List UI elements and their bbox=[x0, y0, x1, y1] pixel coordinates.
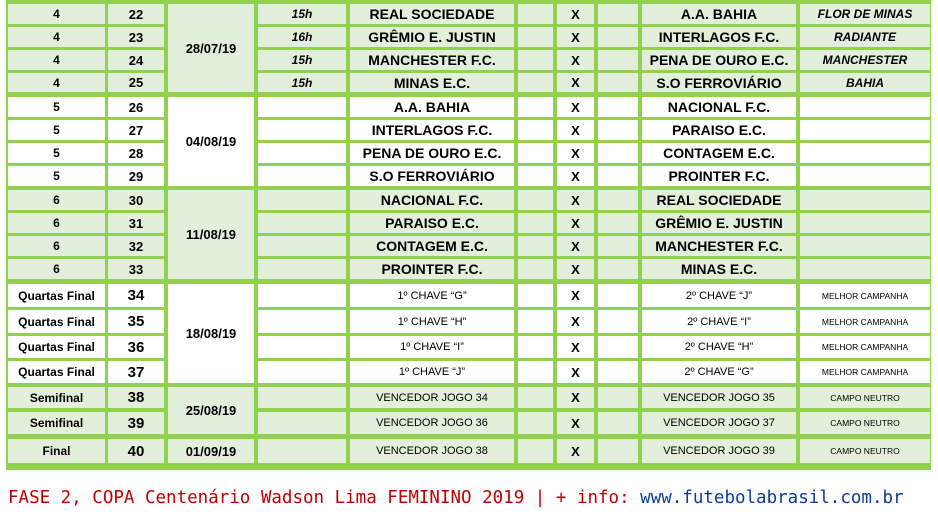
home-team: 1º CHAVE “J” bbox=[350, 361, 514, 383]
game-number: 35 bbox=[108, 310, 164, 333]
away-team: CONTAGEM E.C. bbox=[642, 143, 796, 163]
score-spacer bbox=[598, 310, 638, 333]
round-cell: Semifinal bbox=[8, 412, 105, 434]
score-spacer bbox=[598, 73, 638, 92]
home-team: 1º CHAVE “G” bbox=[350, 284, 514, 307]
venue-note: MELHOR CAMPANHA bbox=[800, 361, 930, 383]
home-team: NACIONAL F.C. bbox=[350, 190, 514, 210]
home-team: VENCEDOR JOGO 36 bbox=[350, 412, 514, 434]
venue-note bbox=[800, 236, 930, 256]
venue-note bbox=[800, 97, 930, 117]
match-date: 01/09/19 bbox=[168, 439, 254, 463]
away-team: 2º CHAVE “J” bbox=[642, 284, 796, 307]
kickoff-time bbox=[258, 412, 346, 434]
score-spacer bbox=[598, 27, 638, 47]
venue-note: CAMPO NEUTRO bbox=[800, 412, 930, 434]
venue-note bbox=[800, 143, 930, 163]
round-cell: 4 bbox=[8, 50, 105, 70]
venue-note: MELHOR CAMPANHA bbox=[800, 284, 930, 307]
game-number: 31 bbox=[108, 213, 164, 233]
versus-marker: X bbox=[557, 120, 594, 140]
versus-marker: X bbox=[557, 439, 594, 463]
kickoff-time bbox=[258, 213, 346, 233]
home-team: A.A. BAHIA bbox=[350, 97, 514, 117]
venue-note: MELHOR CAMPANHA bbox=[800, 336, 930, 358]
kickoff-time: 15h bbox=[258, 4, 346, 24]
away-team: 2º CHAVE “G” bbox=[642, 361, 796, 383]
score-spacer bbox=[598, 336, 638, 358]
away-team: GRÊMIO E. JUSTIN bbox=[642, 213, 796, 233]
game-number: 37 bbox=[108, 361, 164, 383]
versus-marker: X bbox=[557, 236, 594, 256]
game-number: 22 bbox=[108, 4, 164, 24]
score-spacer bbox=[518, 190, 553, 210]
score-spacer bbox=[598, 166, 638, 186]
away-team: VENCEDOR JOGO 39 bbox=[642, 439, 796, 463]
game-number: 33 bbox=[108, 259, 164, 279]
away-team: REAL SOCIEDADE bbox=[642, 190, 796, 210]
round-cell: Semifinal bbox=[8, 387, 105, 408]
versus-marker: X bbox=[557, 50, 594, 70]
home-team: GRÊMIO E. JUSTIN bbox=[350, 27, 514, 47]
kickoff-time bbox=[258, 336, 346, 358]
away-team: PARAISO E.C. bbox=[642, 120, 796, 140]
round-cell: 5 bbox=[8, 166, 105, 186]
score-spacer bbox=[598, 439, 638, 463]
kickoff-time: 16h bbox=[258, 27, 346, 47]
kickoff-time: 15h bbox=[258, 73, 346, 92]
score-spacer bbox=[518, 27, 553, 47]
home-team: MANCHESTER F.C. bbox=[350, 50, 514, 70]
away-team: 2º CHAVE “I” bbox=[642, 310, 796, 333]
kickoff-time: 15h bbox=[258, 50, 346, 70]
round-cell: 6 bbox=[8, 236, 105, 256]
game-number: 25 bbox=[108, 73, 164, 92]
schedule-table bbox=[6, 0, 931, 470]
score-spacer bbox=[518, 73, 553, 92]
versus-marker: X bbox=[557, 213, 594, 233]
footer-text: FASE 2, COPA Centenário Wadson Lima FEMININO 2019 | + info: bbox=[8, 488, 641, 508]
match-date: 11/08/19 bbox=[168, 190, 254, 279]
score-spacer bbox=[518, 120, 553, 140]
versus-marker: X bbox=[557, 4, 594, 24]
game-number: 34 bbox=[108, 284, 164, 307]
round-cell: 5 bbox=[8, 97, 105, 117]
kickoff-time bbox=[258, 310, 346, 333]
versus-marker: X bbox=[557, 97, 594, 117]
score-spacer bbox=[518, 213, 553, 233]
venue-note: BAHIA bbox=[800, 73, 930, 92]
round-cell: 6 bbox=[8, 213, 105, 233]
kickoff-time bbox=[258, 97, 346, 117]
home-team: VENCEDOR JOGO 34 bbox=[350, 387, 514, 408]
venue-note bbox=[800, 120, 930, 140]
score-spacer bbox=[518, 336, 553, 358]
game-number: 39 bbox=[108, 412, 164, 434]
venue-note bbox=[800, 166, 930, 186]
kickoff-time bbox=[258, 190, 346, 210]
match-date: 18/08/19 bbox=[168, 284, 254, 383]
venue-note bbox=[800, 190, 930, 210]
kickoff-time bbox=[258, 166, 346, 186]
score-spacer bbox=[518, 97, 553, 117]
game-number: 27 bbox=[108, 120, 164, 140]
game-number: 23 bbox=[108, 27, 164, 47]
score-spacer bbox=[518, 259, 553, 279]
score-spacer bbox=[518, 387, 553, 408]
score-spacer bbox=[518, 166, 553, 186]
footer-caption bbox=[8, 483, 933, 513]
venue-note bbox=[800, 259, 930, 279]
away-team: A.A. BAHIA bbox=[642, 4, 796, 24]
venue-note: CAMPO NEUTRO bbox=[800, 439, 930, 463]
game-number: 32 bbox=[108, 236, 164, 256]
score-spacer bbox=[598, 236, 638, 256]
versus-marker: X bbox=[557, 166, 594, 186]
round-cell: 5 bbox=[8, 120, 105, 140]
away-team: S.O FERROVIÁRIO bbox=[642, 73, 796, 92]
game-number: 28 bbox=[108, 143, 164, 163]
score-spacer bbox=[598, 213, 638, 233]
home-team: PARAISO E.C. bbox=[350, 213, 514, 233]
score-spacer bbox=[518, 361, 553, 383]
away-team: NACIONAL F.C. bbox=[642, 97, 796, 117]
away-team: PENA DE OURO E.C. bbox=[642, 50, 796, 70]
round-cell: 4 bbox=[8, 73, 105, 92]
score-spacer bbox=[598, 50, 638, 70]
home-team: VENCEDOR JOGO 38 bbox=[350, 439, 514, 463]
game-number: 24 bbox=[108, 50, 164, 70]
round-cell: 4 bbox=[8, 4, 105, 24]
score-spacer bbox=[518, 50, 553, 70]
versus-marker: X bbox=[557, 73, 594, 92]
round-cell: Quartas Final bbox=[8, 336, 105, 358]
score-spacer bbox=[598, 387, 638, 408]
away-team: MINAS E.C. bbox=[642, 259, 796, 279]
score-spacer bbox=[598, 4, 638, 24]
score-spacer bbox=[598, 143, 638, 163]
match-date: 04/08/19 bbox=[168, 97, 254, 186]
away-team: 2º CHAVE “H” bbox=[642, 336, 796, 358]
score-spacer bbox=[598, 190, 638, 210]
versus-marker: X bbox=[557, 143, 594, 163]
versus-marker: X bbox=[557, 336, 594, 358]
score-spacer bbox=[598, 120, 638, 140]
kickoff-time bbox=[258, 387, 346, 408]
home-team: MINAS E.C. bbox=[350, 73, 514, 92]
game-number: 30 bbox=[108, 190, 164, 210]
away-team: VENCEDOR JOGO 37 bbox=[642, 412, 796, 434]
score-spacer bbox=[518, 236, 553, 256]
round-cell: 6 bbox=[8, 259, 105, 279]
match-date: 25/08/19 bbox=[168, 387, 254, 434]
away-team: MANCHESTER F.C. bbox=[642, 236, 796, 256]
versus-marker: X bbox=[557, 310, 594, 333]
game-number: 40 bbox=[108, 439, 164, 463]
round-cell: 4 bbox=[8, 27, 105, 47]
versus-marker: X bbox=[557, 387, 594, 408]
venue-note: MANCHESTER bbox=[800, 50, 930, 70]
round-cell: Final bbox=[8, 439, 105, 463]
home-team: CONTAGEM E.C. bbox=[350, 236, 514, 256]
score-spacer bbox=[598, 97, 638, 117]
kickoff-time bbox=[258, 236, 346, 256]
score-spacer bbox=[518, 439, 553, 463]
round-cell: Quartas Final bbox=[8, 284, 105, 307]
score-spacer bbox=[598, 259, 638, 279]
home-team: INTERLAGOS F.C. bbox=[350, 120, 514, 140]
home-team: PROINTER F.C. bbox=[350, 259, 514, 279]
score-spacer bbox=[518, 310, 553, 333]
score-spacer bbox=[598, 412, 638, 434]
away-team: PROINTER F.C. bbox=[642, 166, 796, 186]
venue-note: FLOR DE MINAS bbox=[800, 4, 930, 24]
kickoff-time bbox=[258, 284, 346, 307]
home-team: S.O FERROVIÁRIO bbox=[350, 166, 514, 186]
match-date: 28/07/19 bbox=[168, 4, 254, 92]
game-number: 26 bbox=[108, 97, 164, 117]
away-team: INTERLAGOS F.C. bbox=[642, 27, 796, 47]
kickoff-time bbox=[258, 120, 346, 140]
game-number: 29 bbox=[108, 166, 164, 186]
venue-note: CAMPO NEUTRO bbox=[800, 387, 930, 408]
home-team: 1º CHAVE “I” bbox=[350, 336, 514, 358]
round-cell: 5 bbox=[8, 143, 105, 163]
versus-marker: X bbox=[557, 190, 594, 210]
kickoff-time bbox=[258, 143, 346, 163]
score-spacer bbox=[518, 4, 553, 24]
versus-marker: X bbox=[557, 361, 594, 383]
score-spacer bbox=[518, 412, 553, 434]
venue-note: MELHOR CAMPANHA bbox=[800, 310, 930, 333]
versus-marker: X bbox=[557, 27, 594, 47]
away-team: VENCEDOR JOGO 35 bbox=[642, 387, 796, 408]
footer-link[interactable]: www.futebolabrasil.com.br bbox=[640, 488, 904, 508]
versus-marker: X bbox=[557, 412, 594, 434]
round-cell: 6 bbox=[8, 190, 105, 210]
game-number: 36 bbox=[108, 336, 164, 358]
venue-note: RADIANTE bbox=[800, 27, 930, 47]
round-cell: Quartas Final bbox=[8, 361, 105, 383]
game-number: 38 bbox=[108, 387, 164, 408]
score-spacer bbox=[598, 361, 638, 383]
round-cell: Quartas Final bbox=[8, 310, 105, 333]
home-team: 1º CHAVE “H” bbox=[350, 310, 514, 333]
score-spacer bbox=[518, 143, 553, 163]
score-spacer bbox=[518, 284, 553, 307]
venue-note bbox=[800, 213, 930, 233]
versus-marker: X bbox=[557, 259, 594, 279]
versus-marker: X bbox=[557, 284, 594, 307]
kickoff-time bbox=[258, 439, 346, 463]
kickoff-time bbox=[258, 259, 346, 279]
kickoff-time bbox=[258, 361, 346, 383]
home-team: REAL SOCIEDADE bbox=[350, 4, 514, 24]
home-team: PENA DE OURO E.C. bbox=[350, 143, 514, 163]
score-spacer bbox=[598, 284, 638, 307]
